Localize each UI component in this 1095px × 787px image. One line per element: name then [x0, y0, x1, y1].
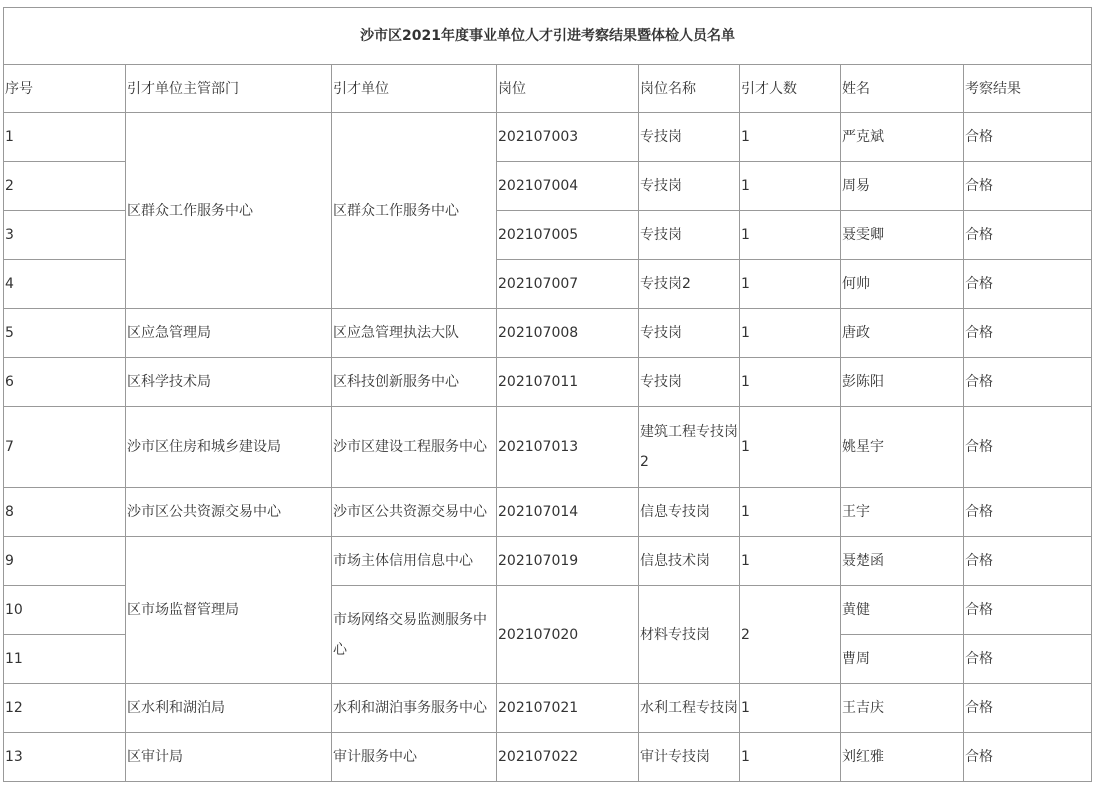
dept-cell: 区群众工作服务中心	[126, 113, 332, 309]
row-number: 12	[4, 684, 126, 733]
result-cell: 合格	[964, 488, 1092, 537]
post-code: 202107013	[497, 407, 639, 488]
post-name: 建筑工程专技岗2	[639, 407, 740, 488]
table-title: 沙市区2021年度事业单位人才引进考察结果暨体检人员名单	[4, 8, 1092, 65]
dept-cell: 区科学技术局	[126, 358, 332, 407]
result-cell: 合格	[964, 586, 1092, 635]
person-name: 唐政	[841, 309, 964, 358]
unit-cell: 区应急管理执法大队	[332, 309, 497, 358]
post-code: 202107021	[497, 684, 639, 733]
post-name: 专技岗	[639, 211, 740, 260]
post-name: 信息专技岗	[639, 488, 740, 537]
post-name: 信息技术岗	[639, 537, 740, 586]
header-cell: 引才单位	[332, 65, 497, 113]
result-cell: 合格	[964, 309, 1092, 358]
post-code: 202107020	[497, 586, 639, 684]
header-cell: 序号	[4, 65, 126, 113]
result-cell: 合格	[964, 684, 1092, 733]
row-number: 4	[4, 260, 126, 309]
row-number: 10	[4, 586, 126, 635]
table-row	[4, 309, 1092, 358]
table-row	[4, 113, 1092, 162]
unit-cell: 水利和湖泊事务服务中心	[332, 684, 497, 733]
person-name: 何帅	[841, 260, 964, 309]
hire-count: 1	[740, 162, 841, 211]
person-name: 刘红雅	[841, 733, 964, 782]
post-name: 专技岗	[639, 113, 740, 162]
hire-count: 1	[740, 211, 841, 260]
row-number: 11	[4, 635, 126, 684]
row-number: 9	[4, 537, 126, 586]
header-cell: 姓名	[841, 65, 964, 113]
unit-cell: 区科技创新服务中心	[332, 358, 497, 407]
row-number: 6	[4, 358, 126, 407]
hire-count: 1	[740, 684, 841, 733]
person-name: 聂雯卿	[841, 211, 964, 260]
header-cell: 岗位名称	[639, 65, 740, 113]
table-row	[4, 407, 1092, 488]
row-number: 2	[4, 162, 126, 211]
post-code: 202107008	[497, 309, 639, 358]
post-code: 202107022	[497, 733, 639, 782]
hire-count: 1	[740, 537, 841, 586]
table-row	[4, 684, 1092, 733]
result-cell: 合格	[964, 211, 1092, 260]
person-name: 周易	[841, 162, 964, 211]
unit-cell: 沙市区公共资源交易中心	[332, 488, 497, 537]
post-name: 水利工程专技岗	[639, 684, 740, 733]
result-cell: 合格	[964, 358, 1092, 407]
person-name: 聂楚函	[841, 537, 964, 586]
person-name: 姚星宇	[841, 407, 964, 488]
result-cell: 合格	[964, 407, 1092, 488]
header-cell: 引才人数	[740, 65, 841, 113]
post-name: 专技岗	[639, 162, 740, 211]
unit-cell: 沙市区建设工程服务中心	[332, 407, 497, 488]
hire-count: 1	[740, 407, 841, 488]
result-cell: 合格	[964, 635, 1092, 684]
post-code: 202107005	[497, 211, 639, 260]
dept-cell: 区应急管理局	[126, 309, 332, 358]
result-cell: 合格	[964, 733, 1092, 782]
post-code: 202107003	[497, 113, 639, 162]
dept-cell: 区水利和湖泊局	[126, 684, 332, 733]
row-number: 3	[4, 211, 126, 260]
roster-document	[3, 7, 1092, 782]
row-number: 8	[4, 488, 126, 537]
row-number: 5	[4, 309, 126, 358]
unit-cell: 审计服务中心	[332, 733, 497, 782]
row-number: 1	[4, 113, 126, 162]
post-name: 审计专技岗	[639, 733, 740, 782]
post-code: 202107004	[497, 162, 639, 211]
person-name: 曹周	[841, 635, 964, 684]
hire-count: 1	[740, 488, 841, 537]
header-cell: 考察结果	[964, 65, 1092, 113]
table-row	[4, 488, 1092, 537]
post-code: 202107014	[497, 488, 639, 537]
person-name: 王宇	[841, 488, 964, 537]
dept-cell: 区审计局	[126, 733, 332, 782]
dept-cell: 沙市区住房和城乡建设局	[126, 407, 332, 488]
hire-count: 1	[740, 113, 841, 162]
hire-count: 1	[740, 309, 841, 358]
post-name: 材料专技岗	[639, 586, 740, 684]
table-row	[4, 733, 1092, 782]
dept-cell: 沙市区公共资源交易中心	[126, 488, 332, 537]
result-cell: 合格	[964, 162, 1092, 211]
unit-cell: 市场网络交易监测服务中心	[332, 586, 497, 684]
header-cell: 岗位	[497, 65, 639, 113]
dept-cell: 区市场监督管理局	[126, 537, 332, 684]
result-cell: 合格	[964, 260, 1092, 309]
unit-cell: 市场主体信用信息中心	[332, 537, 497, 586]
person-name: 严克斌	[841, 113, 964, 162]
hire-count: 1	[740, 260, 841, 309]
hire-count: 1	[740, 358, 841, 407]
person-name: 王吉庆	[841, 684, 964, 733]
post-name: 专技岗	[639, 309, 740, 358]
header-cell: 引才单位主管部门	[126, 65, 332, 113]
result-cell: 合格	[964, 113, 1092, 162]
person-name: 黄健	[841, 586, 964, 635]
post-code: 202107019	[497, 537, 639, 586]
result-cell: 合格	[964, 537, 1092, 586]
row-number: 13	[4, 733, 126, 782]
header-row	[4, 65, 1092, 113]
post-code: 202107011	[497, 358, 639, 407]
roster-table	[3, 7, 1092, 782]
table-row	[4, 358, 1092, 407]
unit-cell: 区群众工作服务中心	[332, 113, 497, 309]
row-number: 7	[4, 407, 126, 488]
title-row	[4, 8, 1092, 65]
post-name: 专技岗	[639, 358, 740, 407]
post-name: 专技岗2	[639, 260, 740, 309]
person-name: 彭陈阳	[841, 358, 964, 407]
table-row	[4, 537, 1092, 586]
post-code: 202107007	[497, 260, 639, 309]
hire-count: 1	[740, 733, 841, 782]
hire-count: 2	[740, 586, 841, 684]
